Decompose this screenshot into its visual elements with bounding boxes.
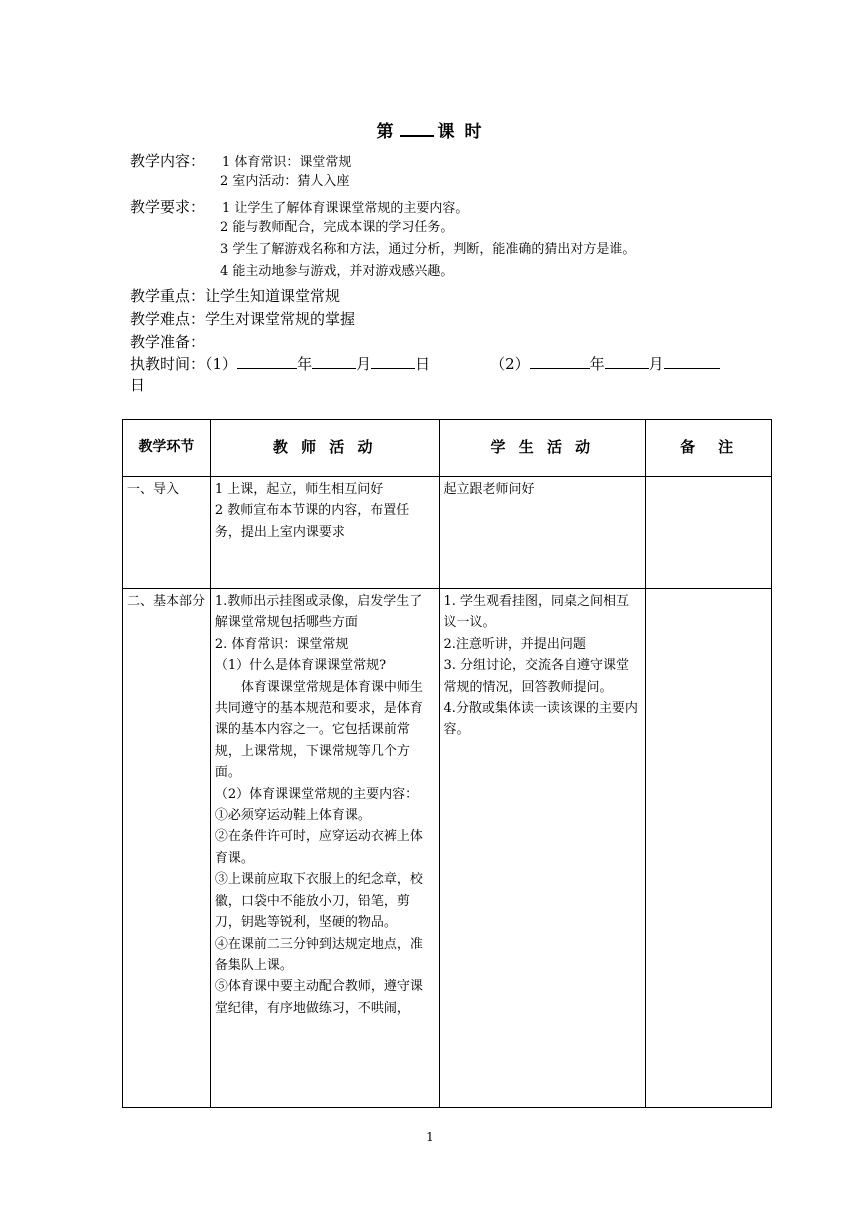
student-line: 2.注意听讲，并提出问题 [443, 636, 586, 652]
student-line: 起立跟老师问好 [443, 482, 535, 497]
content-item-2: 2 室内活动：猜人入座 [220, 174, 350, 189]
teacher-line: 体育课课堂常规是体育课中师生共同遵守的基本规范和要求，是体育课的基本内容之一。它包括课前常规，上课常规，下课常规等几个方面。 [214, 679, 423, 781]
teacher-line: ②在条件许可时，应穿运动衣裤上体育课。 [214, 829, 423, 866]
teacher-line: ①必须穿运动鞋上体育课。 [214, 808, 371, 824]
day-1: 日 [415, 355, 431, 373]
header-stage: 教学环节 [123, 420, 211, 477]
title-prefix: 第 [376, 122, 396, 142]
page-number: 1 [426, 1130, 434, 1144]
content-row [130, 151, 351, 173]
title-blank [400, 121, 434, 137]
time-row [130, 354, 770, 374]
notes-cell [646, 589, 772, 1108]
day-blank-1 [371, 354, 415, 369]
requirement-2: 2 能与教师配合，完成本课的学习任务。 [220, 220, 454, 235]
page-title [0, 117, 860, 142]
year-blank-1 [237, 354, 297, 369]
teacher-line: （1）什么是体育课课堂常规? [214, 658, 387, 674]
title-suffix: 课 时 [437, 122, 484, 142]
header-notes: 备 注 [646, 420, 772, 477]
year-2: 年 [589, 355, 605, 373]
requirement-4: 4 能主动地参与游戏，并对游戏感兴趣。 [220, 264, 454, 279]
time-label: 执教时间： [130, 355, 206, 373]
difficulty-text: 学生对课堂常规的掌握 [205, 310, 356, 328]
teacher-cell [210, 589, 439, 1108]
month-blank-1 [312, 354, 356, 369]
student-line: 1. 学生观看挂图，同桌之间相互议一议。 [443, 594, 630, 631]
teacher-line: ④在课前二三分钟到达规定地点，准备集队上课。 [214, 936, 423, 973]
stage-cell: 一、导入 [123, 477, 211, 589]
header-student: 学 生 活 动 [439, 420, 646, 477]
prep-label: 教学准备： [130, 333, 206, 351]
teacher-line: 1.教师出示挂图或录像，启发学生了解课堂常规包括哪些方面 [214, 594, 423, 631]
prep-row [130, 332, 205, 352]
difficulty-label: 教学难点： [130, 310, 206, 328]
stage-cell: 二、基本部分 [123, 589, 211, 1108]
focus-label: 教学重点： [130, 287, 206, 305]
student-cell [439, 477, 646, 589]
time-part-1: （1） [205, 355, 238, 373]
notes-cell [646, 477, 772, 589]
teacher-line: 1 上课，起立，师生相互问好 [214, 482, 384, 497]
lesson-table [122, 419, 772, 1108]
teacher-cell [210, 477, 439, 589]
time-part-2: （2） [490, 355, 530, 373]
table-header-row [123, 420, 772, 477]
student-line: 3. 分组讨论，交流各自遵守课堂常规的情况，回答教师提问。 [443, 658, 630, 695]
focus-text: 让学生知道课堂常规 [205, 287, 341, 305]
requirements-label: 教学要求： [130, 198, 206, 216]
month-1: 月 [356, 355, 372, 373]
day-blank-2 [664, 354, 720, 369]
header-teacher: 教 师 活 动 [210, 420, 439, 477]
requirement-1: 1 让学生了解体育课课堂常规的主要内容。 [222, 201, 469, 216]
focus-row [130, 286, 340, 306]
month-2: 月 [648, 355, 664, 373]
table-row [123, 477, 772, 589]
requirement-3: 3 学生了解游戏名称和方法，通过分析，判断，能准确的猜出对方是谁。 [220, 242, 636, 257]
year-1: 年 [297, 355, 313, 373]
teacher-line: 2. 体育常识：课堂常规 [214, 636, 349, 652]
content-item-1: 1 体育常识：课堂常规 [222, 155, 352, 170]
day-2: 日 [130, 376, 146, 394]
teacher-line: ⑤体育课中要主动配合教师，遵守课堂纪律，有序地做练习，不哄闹， [214, 979, 423, 1016]
content-label: 教学内容： [130, 152, 206, 170]
month-blank-2 [605, 354, 649, 369]
student-line: 4.分散或集体读一读该课的主要内容。 [443, 701, 638, 738]
year-blank-2 [530, 354, 590, 369]
teacher-line: ③上课前应取下衣服上的纪念章，校徽，口袋中不能放小刀，铅笔，剪刀，钥匙等锐利，坚硬的物品。 [214, 872, 423, 931]
requirements-row [130, 197, 468, 219]
table-row [123, 589, 772, 1108]
difficulty-row [130, 309, 355, 329]
teacher-line: （2）体育课课堂常规的主要内容： [214, 786, 419, 802]
student-cell [439, 589, 646, 1108]
teacher-line: 2 教师宣布本节课的内容，布置任务，提出上室内课要求 [214, 503, 410, 540]
